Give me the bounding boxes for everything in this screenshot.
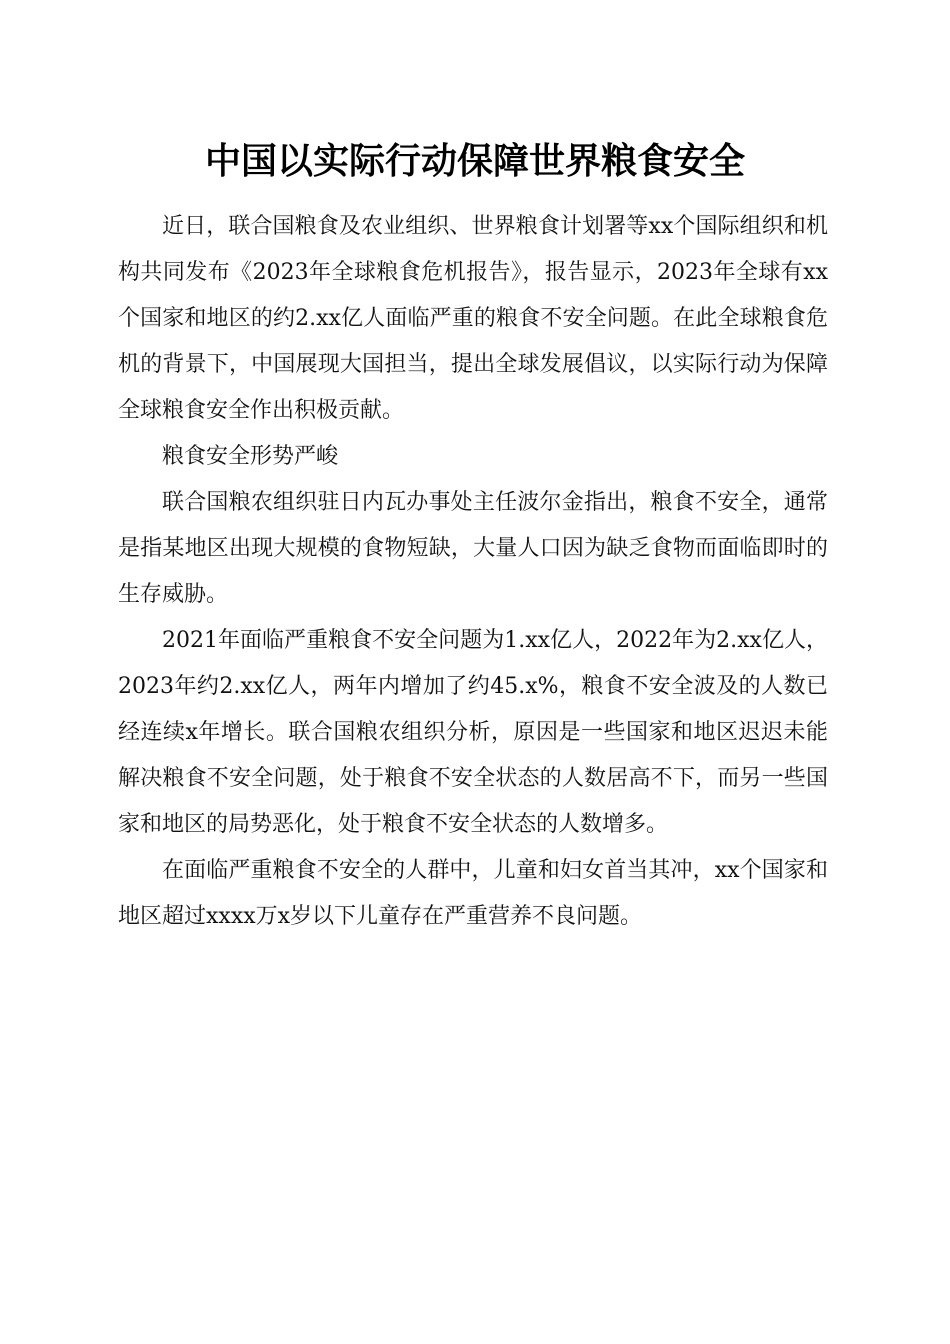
paragraph-children-women: 在面临严重粮食不安全的人群中，儿童和妇女首当其冲，xx个国家和地区超过xxxx万x岁以下儿童存在严重营养不良问题。	[118, 858, 828, 929]
paragraph-intro: 近日，联合国粮食及农业组织、世界粮食计划署等xx个国际组织和机构共同发布《2023年全球粮食危机报告》，报告显示，2023年全球有xx个国家和地区的约2.xx亿人面临严重的粮食不安全问题。在此全球粮食危机的背景下，中国展现大国担当，提出全球发展倡议，以实际行动为保障全球粮食安全作出积极贡献。	[118, 214, 828, 423]
paragraph-definition: 联合国粮农组织驻日内瓦办事处主任波尔金指出，粮食不安全，通常是指某地区出现大规模的食物短缺，大量人口因为缺乏食物而面临即时的生存威胁。	[118, 490, 828, 607]
document-title: 中国以实际行动保障世界粮食安全	[204, 140, 745, 182]
section-heading: 粮食安全形势严峻	[162, 444, 339, 469]
paragraph-statistics: 2021年面临严重粮食不安全问题为1.xx亿人，2022年为2.xx亿人，2023年约2.xx亿人，两年内增加了约45.x%，粮食不安全波及的人数已经连续x年增长。联合国粮农组织分析，原因是一些国家和地区迟迟未能解决粮食不安全问题，处于粮食不安全状态的人数居高不下，而另一些国家和地区的局势恶化，处于粮食不安全状态的人数增多。	[118, 628, 828, 837]
document-body	[118, 204, 828, 940]
